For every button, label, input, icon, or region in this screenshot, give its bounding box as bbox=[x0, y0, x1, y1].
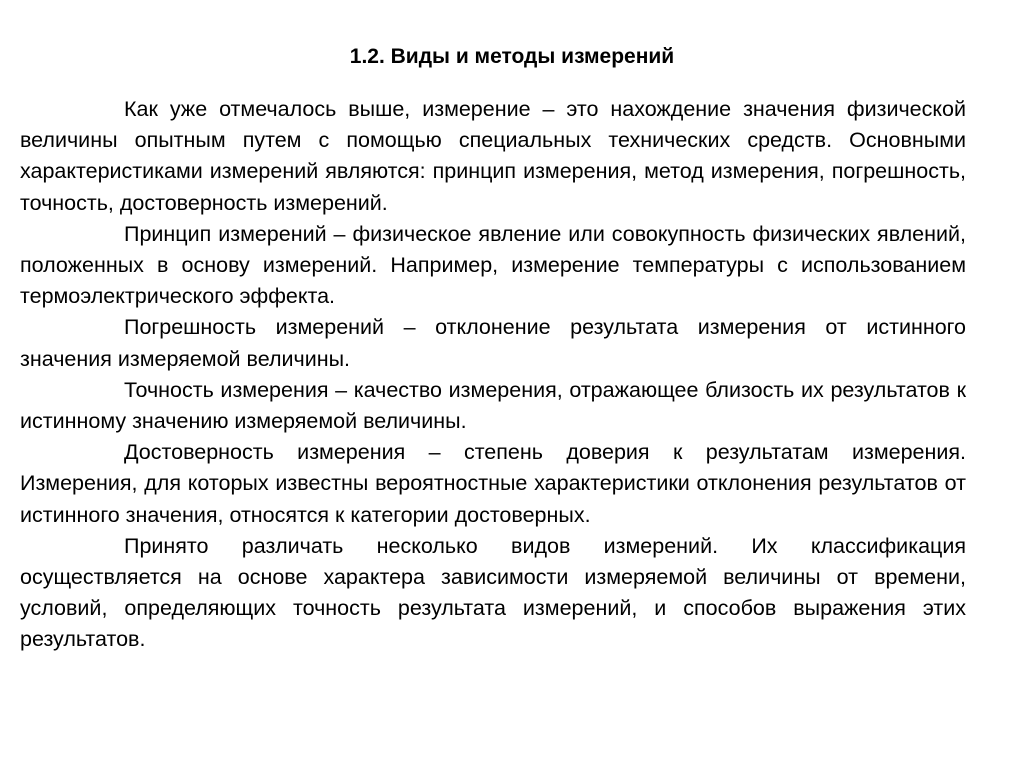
paragraph-principle: Принцип измерений – физическое явление или совокупность физических явлений, положенных в основу измерений. Например, измерение температуры с использованием термоэлектрического эффекта. bbox=[20, 221, 966, 309]
paragraph-definition: Как уже отмечалось выше, измерение – это нахождение значения физической величины опытным путем с помощью специальных технических средств. Основными характеристиками измерений являются: принцип измерения, метод измерения, погрешность, точность, достоверность измерений. bbox=[20, 97, 966, 215]
paragraph-accuracy: Точность измерения – качество измерения, отражающее близость их результатов к истинному значению измеряемой величины. bbox=[20, 377, 966, 434]
paragraph-classification: Принято различать несколько видов измерений. Их классификация осуществляется на основе характера зависимости измеряемой величины от времени, условий, определяющих точность результата измерений, и способов выражения этих результатов. bbox=[20, 533, 966, 652]
body-text bbox=[20, 94, 966, 656]
paragraph-error: Погрешность измерений – отклонение результата измерения от истинного значения измеряемой величины. bbox=[20, 315, 966, 371]
section-title: 1.2. Виды и методы измерений bbox=[349, 45, 675, 68]
paragraph-reliability: Достоверность измерения – степень доверия к результатам измерения. Измерения, для которых известны вероятностные характеристики отклонения результатов от истинного значения, относятся к категории достоверных. bbox=[20, 440, 966, 527]
